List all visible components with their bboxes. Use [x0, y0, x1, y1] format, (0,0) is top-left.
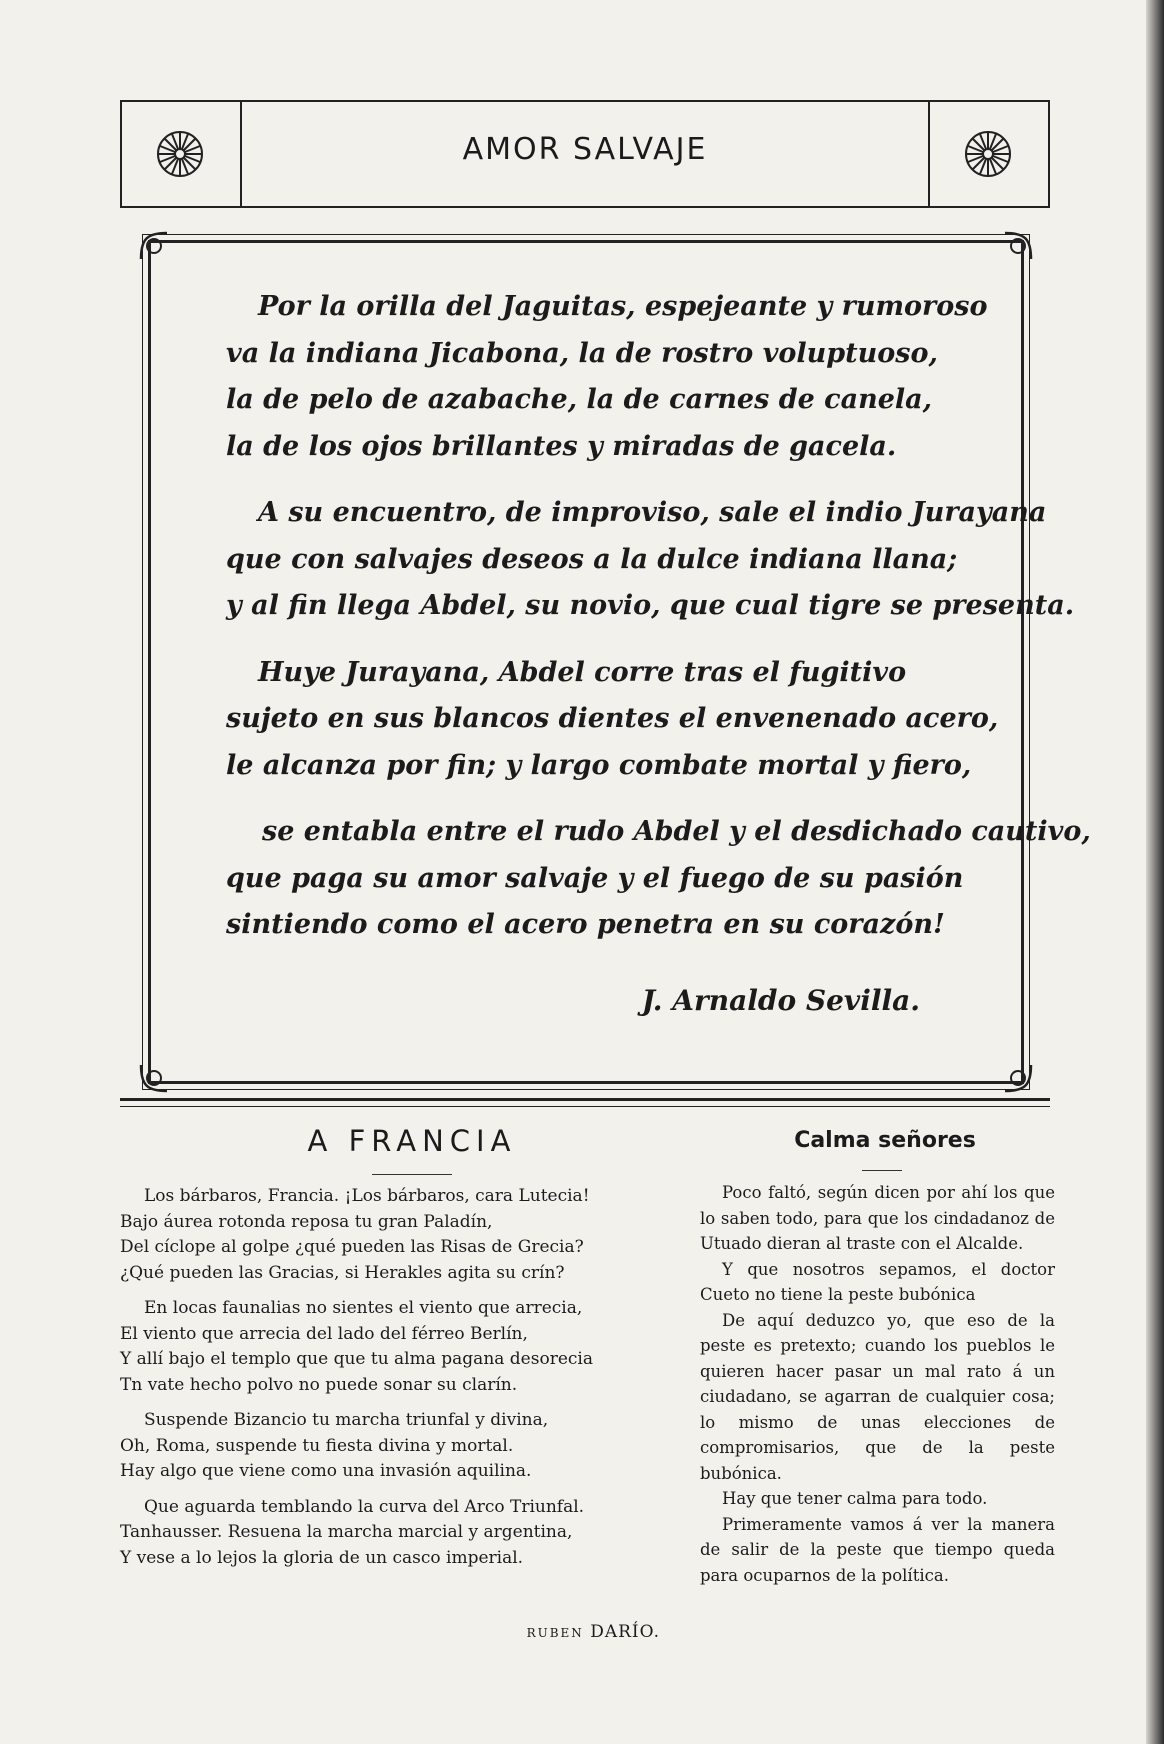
poem-body [226, 284, 1091, 969]
title-rule [372, 1174, 452, 1175]
calma-article [700, 1180, 1055, 1588]
calma-title: Calma señores [794, 1128, 976, 1153]
corner-ornament-icon [1001, 1061, 1035, 1095]
page-edge [1146, 0, 1164, 1744]
poem-line: que paga su amor salvaje y el fuego de su pasión [226, 862, 964, 894]
poem-stanza [226, 809, 1091, 949]
francia-line: Tanhausser. Resuena la marcha marcial y argentina, [120, 1522, 573, 1542]
francia-line: Tn vate hecho polvo no puede sonar su clarín. [120, 1374, 518, 1395]
title-rule [862, 1170, 902, 1171]
francia-line: En locas faunalias no sientes el viento que arrecia, [144, 1298, 583, 1318]
francia-line: Que aguarda temblando la curva del Arco Triunfal. [144, 1496, 585, 1517]
poem-stanza [226, 650, 1006, 790]
corner-ornament-icon [1001, 229, 1035, 263]
poem-line: va la indiana Jicabona, la de rostro voluptuoso, [226, 337, 938, 369]
corner-ornament-icon [137, 1061, 171, 1095]
francia-poem [120, 1184, 680, 1581]
francia-title: A FRANCIA [307, 1124, 517, 1158]
poem-stanza [226, 490, 1075, 630]
section-title: AMOR SALVAJE [462, 132, 708, 167]
francia-stanza [120, 1184, 680, 1286]
corner-ornament-icon [137, 229, 171, 263]
francia-line: Bajo áurea rotonda reposa tu gran Paladín, [120, 1211, 493, 1232]
poem-author: J. Arnaldo Sevilla. [641, 984, 920, 1017]
poem-line: Por la orilla del Jaguitas, espejeante y rumoroso [258, 291, 988, 322]
author-name: DARÍO. [590, 1622, 660, 1642]
francia-author [460, 1622, 660, 1642]
francia-line: ¿Qué pueden las Gracias, si Herakles agita su crín? [120, 1262, 565, 1283]
calma-paragraph: Hay que tener calma para todo. [722, 1489, 988, 1508]
section-divider [120, 1098, 1050, 1107]
poem-line: y al fin llega Abdel, su novio, que cual tigre se presenta. [226, 590, 1075, 621]
francia-line: Los bárbaros, Francia. ¡Los bárbaros, cara Lutecia! [144, 1186, 590, 1206]
poem-line: sujeto en sus blancos dientes el envenenado acero, [226, 703, 999, 734]
calma-paragraph: De aquí deduzco yo, que eso de la peste es pretexto; cuando los pueblos le quieren hacer pasar un mal rato á un ciudadano, se agarran de cualquier cosa; lo mismo de unas elecciones de compromisarios, que de la peste bubónica. [700, 1310, 1055, 1483]
francia-line: Hay algo que viene como una invasión aquilina. [120, 1461, 532, 1481]
rosette-right-icon [962, 128, 1014, 180]
francia-stanza [120, 1408, 680, 1485]
francia-line: Oh, Roma, suspende tu fiesta divina y mortal. [120, 1435, 514, 1456]
poem-line: la de los ojos brillantes y miradas de gacela. [226, 430, 897, 462]
poem-line: Huye Jurayana, Abdel corre tras el fugitivo [258, 656, 907, 688]
poem-line: sintiendo como el acero penetra en su corazón! [226, 909, 945, 940]
calma-paragraph: Primeramente vamos á ver la manera de salir de la peste que tiempo queda para ocuparnos de la política. [700, 1514, 1055, 1585]
francia-line: Y allí bajo el templo que que tu alma pagana desorecia [120, 1349, 593, 1369]
calma-paragraph: Y que nosotros sepamos, el doctor Cueto no tiene la peste bubónica [700, 1259, 1055, 1304]
poem-line: la de pelo de azabache, la de carnes de canela, [226, 384, 933, 415]
francia-line: Del cíclope al golpe ¿qué pueden las Risas de Grecia? [120, 1237, 584, 1257]
poem-line: se entabla entre el rudo Abdel y el desdichado cautivo, [262, 816, 1091, 847]
francia-line: Suspende Bizancio tu marcha triunfal y divina, [144, 1410, 549, 1430]
poem-line: que con salvajes deseos a la dulce indiana llana; [226, 543, 958, 575]
poem-stanza [226, 284, 1006, 470]
poem-line: A su encuentro, de improviso, sale el indio Jurayana [258, 497, 1047, 528]
francia-line: Y vese a lo lejos la gloria de un casco imperial. [120, 1547, 524, 1568]
calma-paragraph: Poco faltó, según dicen por ahí los que lo saben todo, para que los cindadanoz de Utuado dieran al traste con el Alcalde. [700, 1183, 1055, 1253]
header-banner [120, 100, 1050, 208]
francia-stanza [120, 1495, 680, 1572]
author-prefix: RUBEN [526, 1626, 584, 1640]
francia-line: El viento que arrecia del lado del férreo Berlín, [120, 1323, 528, 1344]
poem-line: le alcanza por fin; y largo combate mortal y fiero, [226, 749, 972, 781]
francia-stanza [120, 1296, 680, 1398]
